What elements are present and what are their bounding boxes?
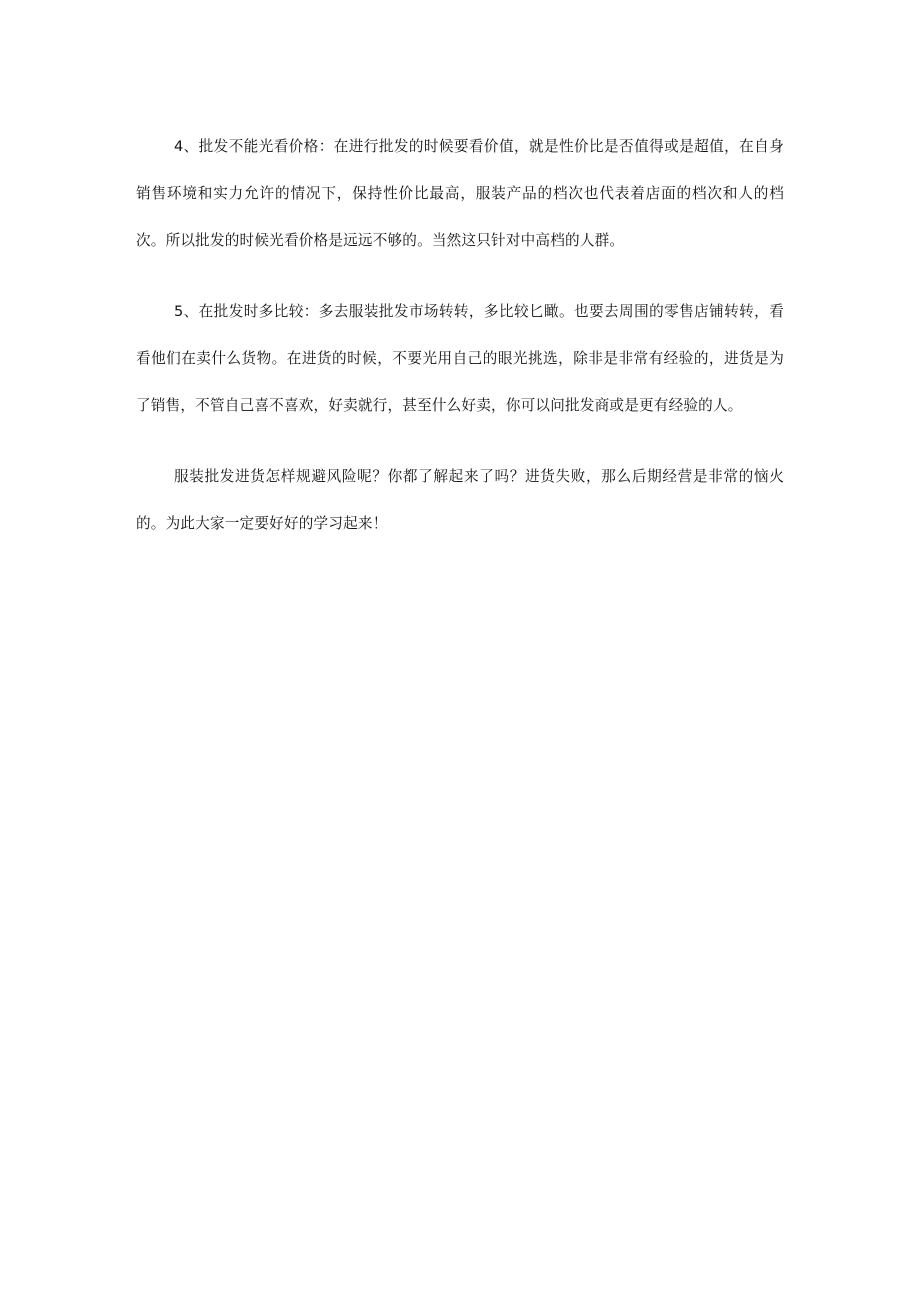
- paragraph-tip-4: 4、批发不能光看价格：在进行批发的时候要看价值，就是性价比是否值得或是超值，在自身销售环境和实力允许的情况下，保持性价比最高，服装产品的档次也代表着店面的档次和人的档次。所以批发的时候光看价格是远远不够的。当然这只针对中高档的人群。: [136, 138, 784, 249]
- paragraph-tip-5: 5、在批发时多比较：多去服装批发市场转转，多比较匕瞰。也要去周围的零售店铺转转，看看他们在卖什么货物。在进货的时候，不要光用自己的眼光挑选，除非是非常有经验的，进货是为了销售，不管自己喜不喜欢，好卖就行，甚至什么好卖，你可以问批发商或是更有经验的人。: [136, 303, 784, 414]
- paragraph-conclusion: 服装批发进货怎样规避风险呢？你都了解起来了吗？进货失败，那么后期经营是非常的恼火的。为此大家一定要好好的学习起来！: [136, 468, 784, 532]
